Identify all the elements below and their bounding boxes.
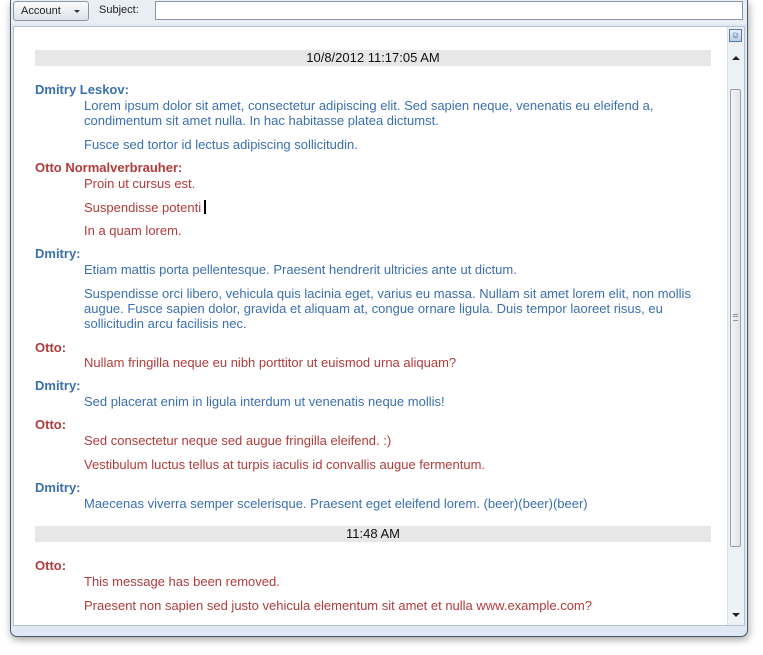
account-dropdown-button[interactable] xyxy=(13,1,89,21)
chat-message: In a quam lorem. xyxy=(84,223,182,238)
timestamp-separator: 11:48 AM xyxy=(35,526,711,542)
chat-message: Sed placerat enim in ligula interdum ut venenatis neque mollis! xyxy=(84,394,445,409)
speaker-name: Dmitry Leskov: xyxy=(35,82,129,97)
chat-message: Proin ut cursus est. xyxy=(84,176,196,191)
subject-label: Subject: xyxy=(99,4,139,16)
chat-message-removed: This message has been removed. xyxy=(84,574,280,589)
scrollbar-thumb[interactable] xyxy=(730,89,741,547)
compose-toolbar xyxy=(11,0,747,24)
chat-message: Vestibulum luctus tellus at turpis iaculis id convallis augue fermentum. xyxy=(84,457,486,472)
chat-message: Nullam fringilla neque eu nibh porttitor ut euismod urna aliquam? xyxy=(84,355,457,370)
chevron-down-icon xyxy=(74,10,80,13)
speaker-name: Otto: xyxy=(35,558,67,573)
chat-message: Lorem ipsum dolor sit amet, consectetur adipiscing elit. Sed sapien neque, venenatis eu eleifend a, condimentum sit amet nulla. In hac habitasse platea dictumst. xyxy=(84,98,654,128)
arrow-up-icon[interactable] xyxy=(732,56,740,60)
chat-message: Etiam mattis porta pellentesque. Praesent hendrerit ultricies ante ut dictum. xyxy=(84,262,517,277)
speaker-name: Otto Normalverbrauher: xyxy=(35,160,183,175)
speaker-name: Otto: xyxy=(35,340,67,355)
text-cursor xyxy=(204,200,206,214)
subject-input[interactable] xyxy=(155,1,743,20)
speaker-name: Dmitry: xyxy=(35,246,81,261)
chat-message: Praesent non sapien sed justo vehicula elementum sit amet et nulla www.example.com? xyxy=(84,598,592,613)
grip-icon xyxy=(733,314,738,321)
chat-message-text: Suspendisse potenti xyxy=(84,200,202,215)
chat-message: Suspendisse orci libero, vehicula quis lacinia eget, varius eu massa. Nullam sit amet lorem elit, non mollis augue. Fusce sapien dolor, gravida et aliquam at, congue ornare ligula. Duis tempor laoreet risus, eu sollicitudin arcu facilisis nec. xyxy=(84,286,691,331)
vertical-scrollbar[interactable] xyxy=(727,27,744,625)
speaker-name: Dmitry: xyxy=(35,378,81,393)
chat-history-pane[interactable] xyxy=(13,26,745,626)
chat-history-content xyxy=(14,27,720,625)
speaker-name: Dmitry: xyxy=(35,480,81,495)
speaker-name: Otto: xyxy=(35,417,67,432)
chat-message: Maecenas viverra semper scelerisque. Praesent eget eleifend lorem. (beer)(beer)(beer) xyxy=(84,496,588,511)
chat-message-editing[interactable] xyxy=(84,200,706,215)
account-button-label: Account xyxy=(21,5,61,17)
chat-window xyxy=(10,0,748,637)
timestamp-separator: 10/8/2012 11:17:05 AM xyxy=(35,50,711,66)
chat-message: Fusce sed tortor id lectus adipiscing sollicitudin. xyxy=(84,137,358,152)
chat-message: Sed consectetur neque sed augue fringilla eleifend. :) xyxy=(84,433,392,448)
arrow-down-icon[interactable] xyxy=(732,613,740,617)
chat-options-icon[interactable]: ☺ xyxy=(730,30,741,40)
